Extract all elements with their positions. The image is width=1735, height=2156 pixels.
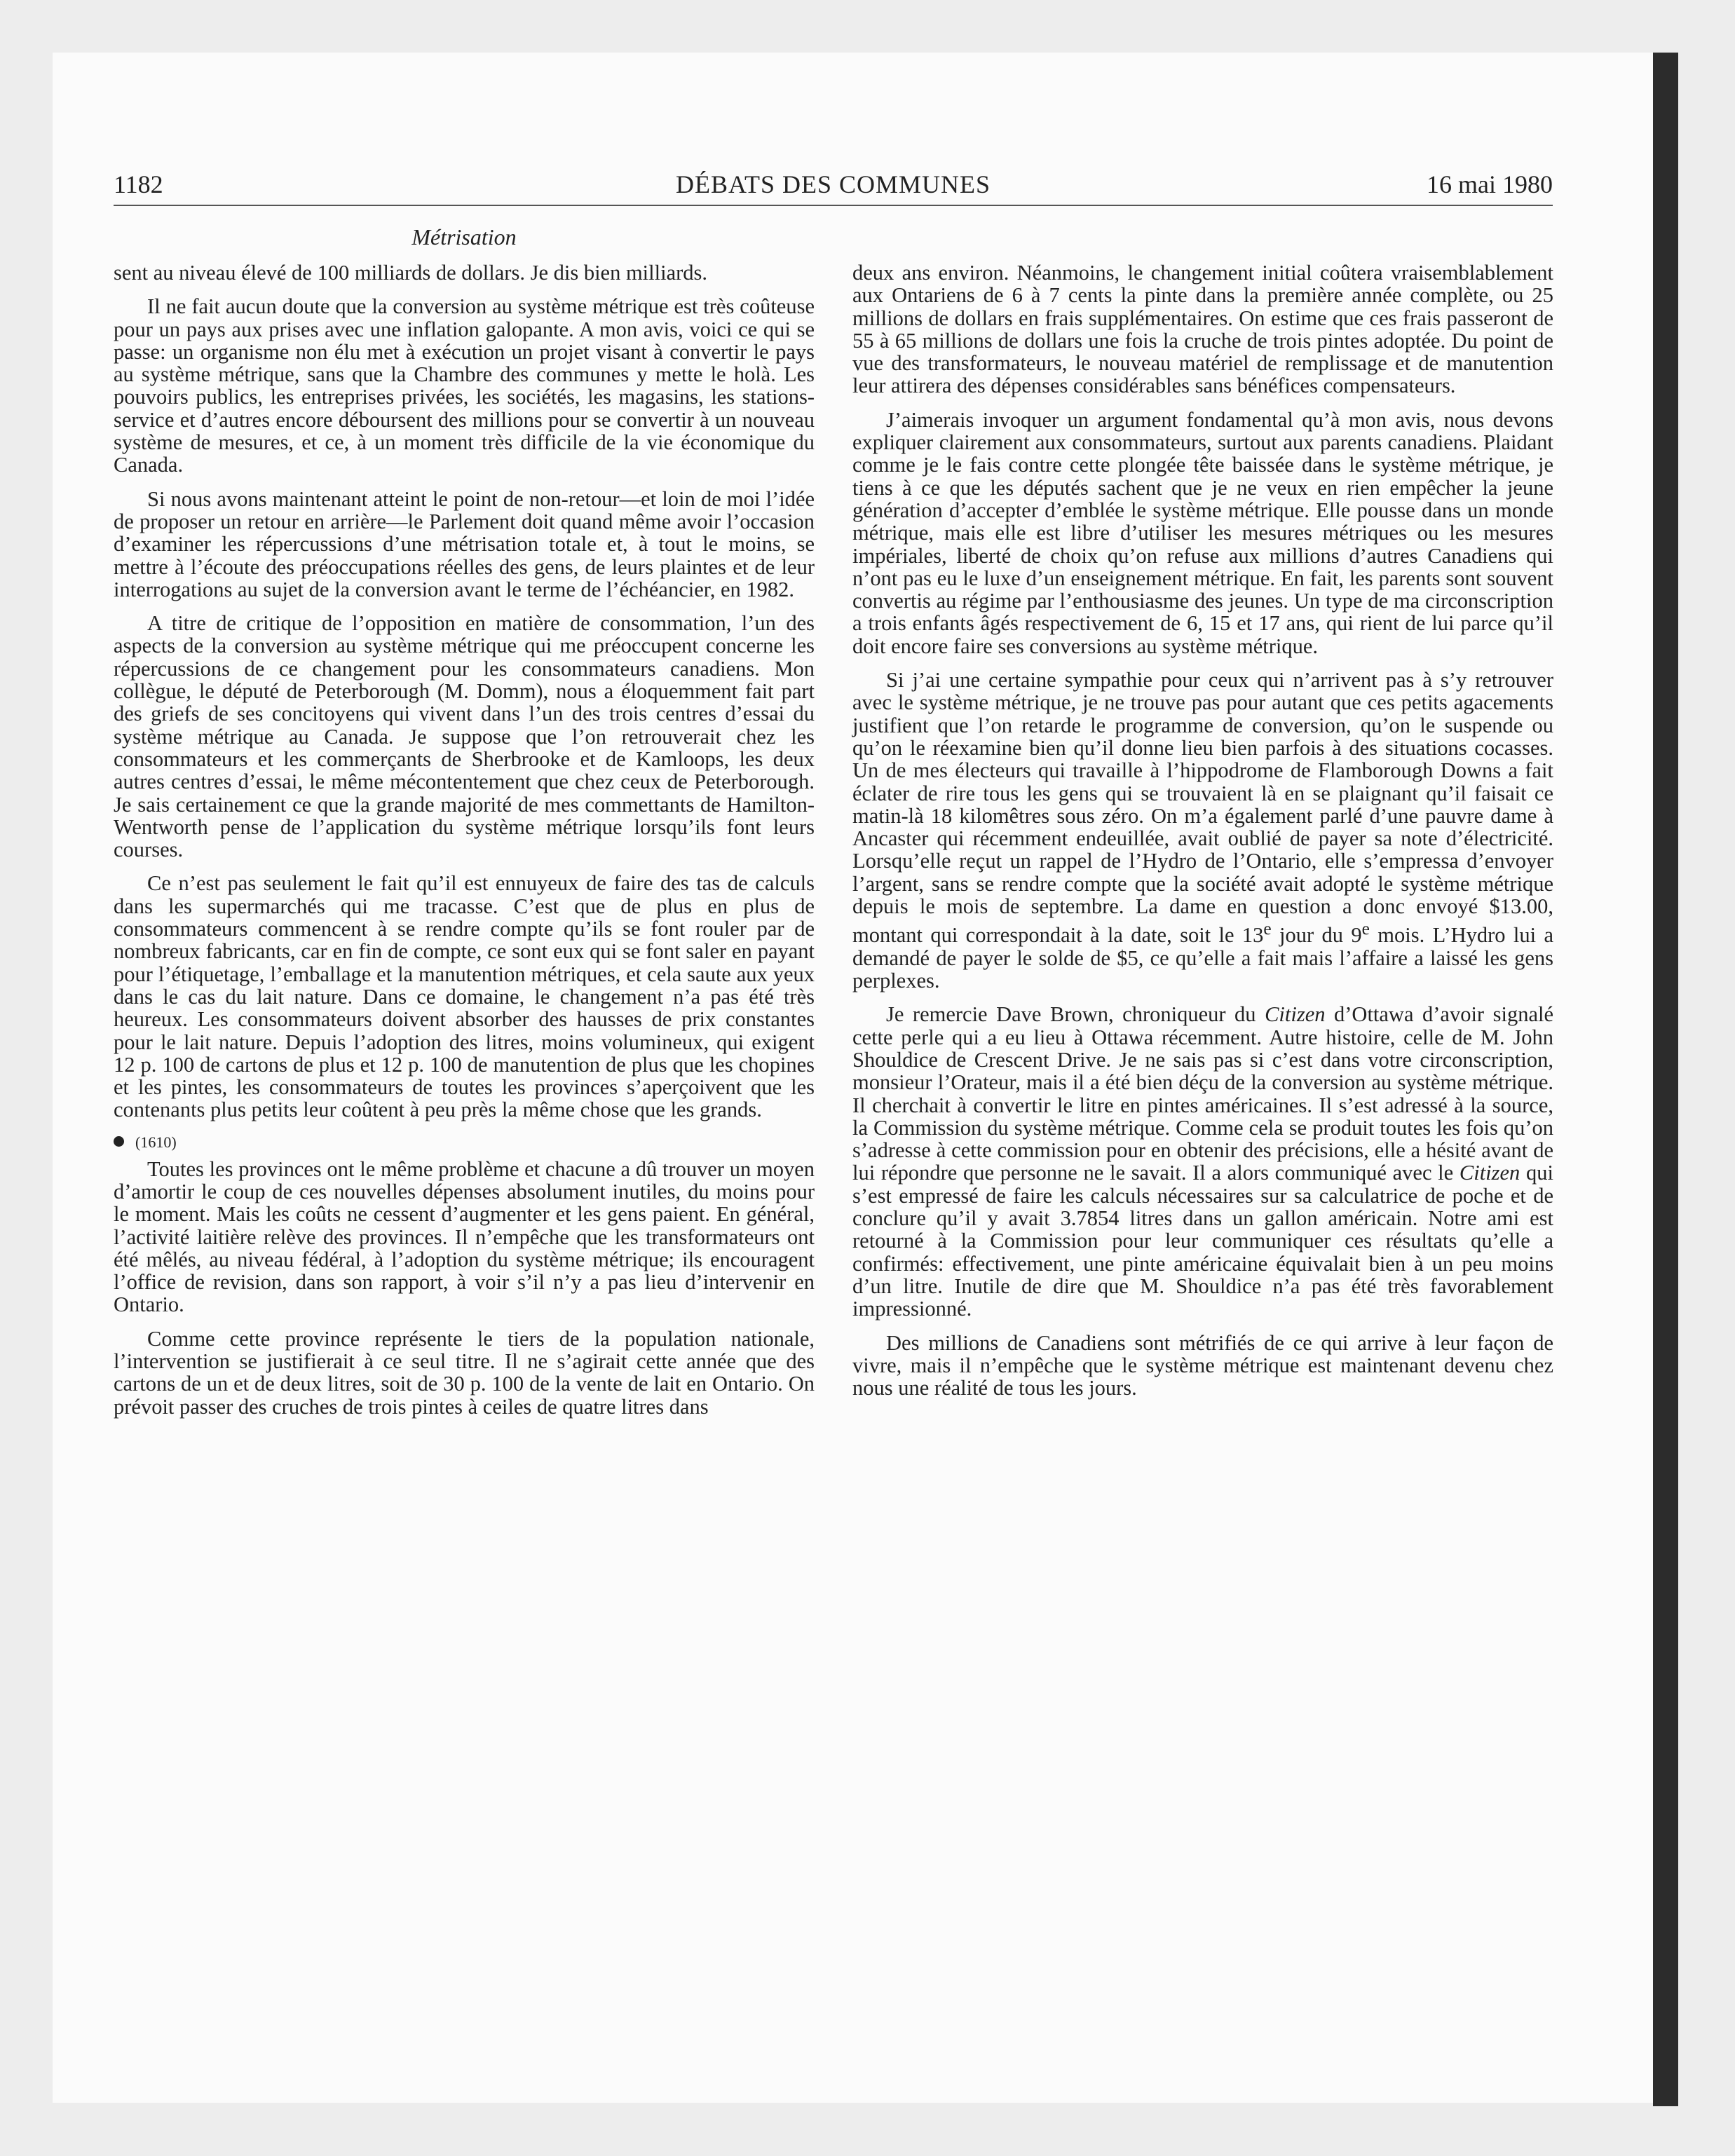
text-run: qui s’est empressé de faire les calculs nécessaires sur sa calculatrice de poche et de conclure qu’il y avait 3.7854 litres dans un gallon américain. Notre ami est retourné à la Commission pour leur communiquer ces résultats qu’elle a confirmés: effectivement, une pinte américaine équivalait bien à un peu moins d’un litre. Inutile de dire que M. Shouldice n’a pas été très favorablement impressionné. [852,1161,1553,1321]
time-marker-label: (1610) [135,1133,177,1151]
text-run: d’Ottawa d’avoir signalé cette perle qui a eu lieu à Ottawa récemment. Autre histoire, celle de M. John Shouldice de Crescent Drive. Je ne sais pas si c’est dans votre circonscription, monsieur l’Orateur, mais il a été bien déçu de la conversion au système métrique. Il cherchait à convertir le litre en pintes américaines. Il s’est adressé à la source, la Commission du système métrique. Comme cela se produit toutes les fois qu’on s’adresse à cette commission pour en obtenir des précisions, elle a hésité avant de lui répondre que personne ne le savait. Il a alors communiqué avec le [852,1002,1553,1185]
paragraph [852,1003,1553,1320]
text-run: jour du 9 [1271,923,1362,948]
page-header [114,167,1553,202]
paragraph: Il ne fait aucun doute que la conversion au système métrique est très coûteuse pour un pays aux prises avec une inflation galopante. A mon avis, voici ce qui se passe: un organisme non élu met à exécution un projet visant à convertir le pays au système métrique, sans que la Chambre des communes y mette le holà. Les pouvoirs publics, les entreprises privées, les sociétés, les magasins, les stations-service et d’autres encore déboursent des millions pour se convertir à un nouveau système de mesures, et ce, à un moment très difficile de la vie économique du Canada. [114,294,815,477]
paragraph: J’aimerais invoquer un argument fondamental qu’à mon avis, nous devons expliquer clairement aux consommateurs, surtout aux parents canadiens. Plaidant comme je le fais contre cette plongée tête baissée dans le système métrique, je tiens à ce que les députés sachent que je ne veux en rien empêcher la jeune génération d’accepter d’emblée le système métrique. Elle pousse dans un monde métrique, mais elle est libre d’utiliser les mesures métriques ou les mesures impériales, liberté de choix qu’on refuse aux millions d’autres Canadiens qui n’ont pas eu le luxe d’un enseignement métrique. En fait, les parents sont souvent convertis au régime par l’enthousiasme des jeunes. Un type de ma circonscription a trois enfants âgés respectivement de 6, 15 et 17 ans, qui rient de lui parce qu’il doit encore faire ses conversions au système métrique. [852,407,1553,658]
scan-edge-bar [1653,53,1678,2106]
header-rule [114,205,1553,206]
section-title: Métrisation [411,224,517,250]
issue-date: 16 mai 1980 [1427,170,1553,198]
paragraph: Toutes les provinces ont le même problème et chacune a dû trouver un moyen d’amortir le coup de ces nouvelles dépenses absolument inutiles, du moins pour le moment. Mais les coûts ne cessent d’augmenter et les gens paient. En général, l’activité laitière relève des provinces. Il n’empêche que les transformateurs ont été mêlés, au niveau fédéral, à l’adoption du système métrique; ils encouragent l’office de revision, dans son rapport, à voir s’il n’y a pas lieu d’intervenir en Ontario. [114,1157,815,1317]
text-run: Je remercie Dave Brown, chroniqueur du [886,1002,1265,1027]
paragraph: deux ans environ. Néanmoins, le changement initial coûtera vraisemblablement aux Ontariens de 6 à 7 cents la pinte dans la première année complète, ou 25 millions de dollars en frais supplémentaires. On estime que ces frais passeront de 55 à 65 millions de dollars une fois la cruche de trois pintes adoptée. Du point de vue des transformateurs, le nouveau matériel de remplissage et de manutention leur attirera des dépenses considérables sans bénéfices compensateurs. [852,261,1553,398]
text-run: mois. L’Hydro lui a demandé de payer le solde de $5, ce qu’elle a fait mais l’affaire a laissé les gens perplexes. [852,923,1553,993]
right-column [852,261,1553,1410]
journal-title: DÉBATS DES COMMUNES [675,170,991,198]
time-marker [114,1133,815,1152]
bullet-icon [114,1136,124,1147]
paragraph: Des millions de Canadiens sont métrifiés de ce qui arrive à leur façon de vivre, mais il n’empêche que le système métrique est maintenant devenu chez nous une réalité de tous les jours. [852,1330,1553,1400]
text-run: Si j’ai une certaine sympathie pour ceux qui n’arrivent pas à s’y retrouver avec le système métrique, je ne trouve pas pour autant que ces petits agacements justifient que l’on retarde le programme de conversion, qu’on le suspende ou qu’on le réexamine bien qu’il donne lieu bien parfois à des situations cocasses. Un de mes électeurs qui travaille à l’hippodrome de Flamborough Downs a fait éclater de rire tous les gens qui se trouvaient là en se plaignant qu’il faisait ce matin-là 18 kilomêtres sous zéro. On m’a également parlé d’une pauvre dame à Ancaster qui récemment endeuillée, avait oublié de payer sa note d’électricité. Lorsqu’elle reçut un rappel de l’Hydro de l’Ontario, elle s’empressa d’envoyer l’argent, sans se rendre compte que la société avait adopté le système métrique depuis le mois de septembre. La dame en question a donc envoyé $13.00, montant qui correspondait à la date, soit le 13 [852,668,1553,948]
paragraph: Si nous avons maintenant atteint le point de non-retour—et loin de moi l’idée de proposer un retour en arrière—le Parlement doit quand même avoir l’occasion d’examiner les répercussions d’une métrisation totale et, à tout le moins, se mettre à l’écoute des préoccupations réelles des gens, de leurs plaintes et de leur interrogations au sujet de la conversion avant le terme de l’échéancier, en 1982. [114,486,815,601]
paragraph: Ce n’est pas seulement le fait qu’il est ennuyeux de faire des tas de calculs dans les supermarchés qui me tracasse. C’est que de plus en plus de consommateurs commencent à se rendre compte qu’ils se font rouler par de nombreux fabricants, car en fin de compte, ce sont eux qui se font saler en payant pour l’étiquetage, l’emballage et la manutention métriques, et cela saute aux yeux dans le cas du lait nature. Dans ce domaine, le changement n’a pas été très heureux. Les consommateurs doivent absorber des hausses de prix constantes pour le lait nature. Depuis l’adoption des litres, moins volumineux, qui exigent 12 p. 100 de cartons de plus et 12 p. 100 de manutention de plus que les chopines et les pintes, les consommateurs de toutes les provinces s’aperçoivent que les contenants plus petits leur coûtent à peu près la même chose que les grands. [114,871,815,1122]
page-number: 1182 [114,170,163,198]
left-column [114,261,815,1429]
newspaper-name: Citizen [1459,1161,1520,1185]
paragraph: A titre de critique de l’opposition en matière de consommation, l’un des aspects de la conversion au système métrique qui me préoccupent concerne les répercussions de ce changement pour les consommateurs canadiens. Mon collègue, le député de Peterborough (M. Domm), nous a éloquemment fait part des griefs de ses concitoyens qui vivent dans l’un des trois centres d’essai du système métrique au Canada. Je suppose que l’on retrouverait chez les consommateurs et les commerçants de Sherbrooke et de Kamloops, les deux autres centres d’essai, le même mécontentement que chez ceux de Peterborough. Je sais certainement ce que la grande majorité de mes commettants de Hamilton-Wentworth pense de l’application du système métrique lorsqu’ils font leurs courses. [114,611,815,862]
paragraph: sent au niveau élevé de 100 milliards de dollars. Je dis bien milliards. [114,261,708,285]
paragraph: Comme cette province représente le tiers de la population nationale, l’intervention se justifierait à ce seul titre. Il ne s’agirait cette année que des cartons de un et de deux litres, soit de 30 p. 100 de la vente de lait en Ontario. On prévoit passer des cruches de trois pintes à ceiles de quatre litres dans [114,1326,815,1419]
newspaper-name: Citizen [1265,1002,1326,1027]
superscript: e [1361,919,1370,939]
superscript: e [1263,919,1272,939]
paragraph [852,669,1553,992]
